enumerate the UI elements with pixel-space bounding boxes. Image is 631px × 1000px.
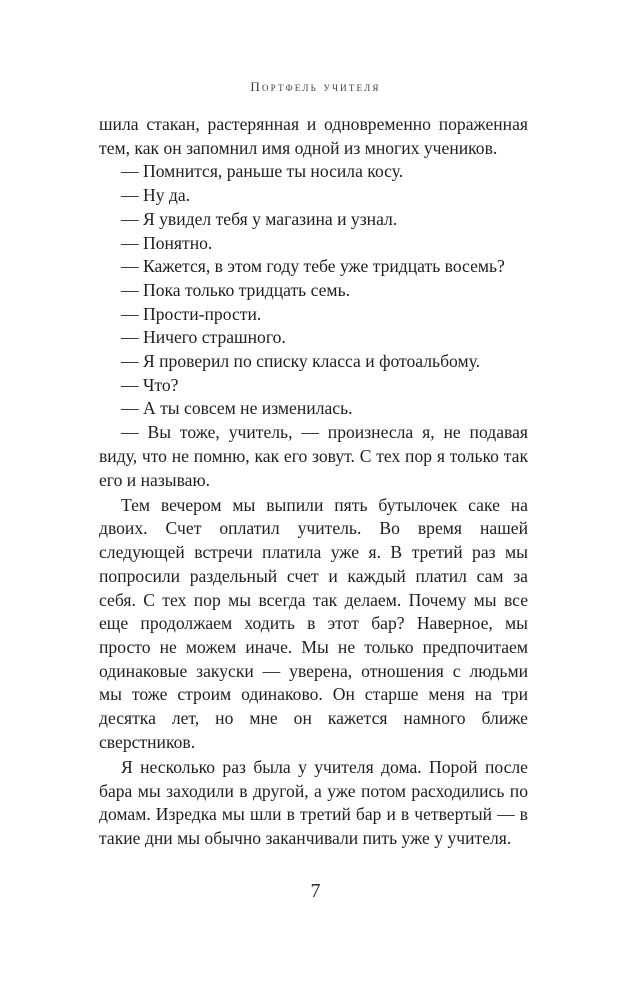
paragraph: шила стакан, растерянная и одновременно пораженная тем, как он запомнил имя одной из многих учеников.	[99, 114, 528, 158]
dialogue-line: — Помнится, раньше ты носила косу.	[121, 161, 404, 182]
dialogue-line: — Понятно.	[121, 232, 213, 253]
dialogue-line: — А ты совсем не изменилась.	[121, 398, 353, 419]
paragraph: Тем вечером мы выпили пять бутылочек саке на двоих. Счет оплатил учитель. Во время нашей следующей встречи платила уже я. В третий раз мы попросили раздельный счет и каждый платил сам за себя. С тех пор мы всегда так делаем. Почему мы все еще продолжаем ходить в этот бар? Наверное, мы просто не можем иначе. Мы не только предпочитаем одинаковые закуски — уверена, отношения с людьми мы тоже строим одинаково. Он старше меня на три десятка лет, но мне он кажется намного ближе сверстников.	[99, 494, 528, 752]
dialogue-line: — Пока только тридцать семь.	[121, 279, 350, 300]
dialogue-line: — Я увидел тебя у магазина и узнал.	[121, 208, 398, 229]
dialogue-line: — Кажется, в этом году тебе уже тридцать восемь?	[121, 256, 505, 277]
dialogue-line: — Что?	[121, 374, 179, 395]
paragraph: Я несколько раз была у учителя дома. Порой после бара мы заходили в другой, а уже потом расходились по домам. Изредка мы шли в третий бар и в четвертый — в такие дни мы обычно заканчивали пить уже у учителя.	[99, 756, 528, 849]
running-header: Портфель учителя	[250, 79, 381, 94]
dialogue-line: — Ну да.	[121, 185, 191, 206]
dialogue-line: — Ничего страшного.	[121, 327, 286, 348]
page-number: 7	[310, 880, 321, 902]
dialogue-line: — Прости-прости.	[121, 303, 262, 324]
dialogue-line: — Я проверил по списку класса и фотоальбому.	[121, 351, 481, 372]
body-text	[99, 113, 528, 851]
dialogue-line: — Вы тоже, учитель, — произнесла я, не подавая виду, что не помню, как его зовут. С тех пор я только так его и называю.	[99, 422, 528, 490]
